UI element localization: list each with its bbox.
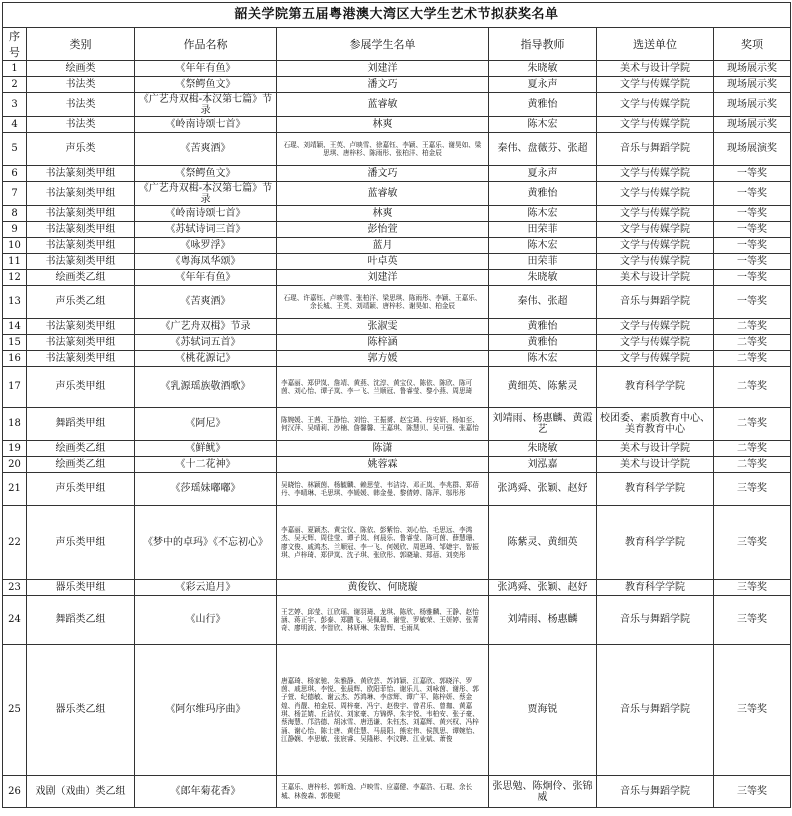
cell-category: 绘画类 xyxy=(27,61,135,77)
cell-teachers: 刘泓嘉 xyxy=(489,457,597,473)
cell-category: 绘画类乙组 xyxy=(27,270,135,286)
cell-no: 22 xyxy=(3,506,27,580)
cell-category: 书法篆刻类甲组 xyxy=(27,254,135,270)
cell-no: 24 xyxy=(3,596,27,645)
cell-category: 声乐类甲组 xyxy=(27,506,135,580)
cell-award: 一等奖 xyxy=(714,222,791,238)
title-row xyxy=(3,3,791,28)
table-row xyxy=(3,506,791,580)
table-row xyxy=(3,206,791,222)
cell-unit: 音乐与舞蹈学院 xyxy=(597,286,714,319)
cell-unit: 文学与传媒学院 xyxy=(597,222,714,238)
cell-students: 张淑雯 xyxy=(277,319,489,335)
table-row xyxy=(3,286,791,319)
cell-award: 一等奖 xyxy=(714,286,791,319)
table-row xyxy=(3,457,791,473)
cell-teachers: 刘靖雨、杨惠麟 xyxy=(489,596,597,645)
cell-award: 三等奖 xyxy=(714,645,791,776)
cell-students: 刘建洋 xyxy=(277,270,489,286)
cell-unit: 文学与传媒学院 xyxy=(597,206,714,222)
cell-category: 书法篆刻类甲组 xyxy=(27,166,135,182)
cell-unit: 音乐与舞蹈学院 xyxy=(597,776,714,808)
cell-unit: 音乐与舞蹈学院 xyxy=(597,133,714,166)
award-table xyxy=(2,2,791,808)
cell-students: 李嘉丽、夏颖杰、黄宝仪、陈依、彭紫怡、刘心怡、毛思远、李鸿杰、吴天辉、周佳莹、谭子岚、何晨乐、鲁睿莹、陈可茵、薛慧珊、廖文俊、戚鸿杰、兰顺冠、李一飞、何媛欣、周思琦、邹婕宇、智振琪、卢梓琦、郑伊岚、沈子琪、张欣彤、郭晓瑜、郑蓓、刘奕彤 xyxy=(277,506,489,580)
cell-category: 书法篆刻类甲组 xyxy=(27,238,135,254)
cell-students: 潘文巧 xyxy=(277,166,489,182)
cell-no: 17 xyxy=(3,367,27,408)
table-row xyxy=(3,408,791,441)
cell-work: 《年年有鱼》 xyxy=(135,61,277,77)
cell-work: 《祭鳄鱼文》 xyxy=(135,166,277,182)
cell-no: 12 xyxy=(3,270,27,286)
cell-work: 《粤海凤华颂》 xyxy=(135,254,277,270)
cell-teachers: 朱晓敏 xyxy=(489,441,597,457)
cell-work: 《十二花神》 xyxy=(135,457,277,473)
cell-category: 舞蹈类乙组 xyxy=(27,596,135,645)
cell-students: 李嘉丽、郑伊岚、詹靖、黄燕、沈淳、黄宝仪、陈依、陈欣、陈可茵、刘心怡、谭子岚、李一飞、兰顺冠、鲁睿莹、黎小燕、周思琦 xyxy=(277,367,489,408)
cell-work: 《梦中的卓玛》《不忘初心》 xyxy=(135,506,277,580)
table-row xyxy=(3,93,791,117)
cell-award: 现场展演奖 xyxy=(714,133,791,166)
cell-unit: 文学与传媒学院 xyxy=(597,117,714,133)
award-list-page xyxy=(2,2,790,808)
cell-unit: 教育科学学院 xyxy=(597,580,714,596)
table-row xyxy=(3,319,791,335)
cell-category: 器乐类乙组 xyxy=(27,645,135,776)
table-row xyxy=(3,238,791,254)
cell-category: 书法篆刻类甲组 xyxy=(27,206,135,222)
cell-no: 26 xyxy=(3,776,27,808)
cell-unit: 文学与传媒学院 xyxy=(597,351,714,367)
cell-teachers: 黄雅怡 xyxy=(489,319,597,335)
cell-work: 《苏轼诗词三首》 xyxy=(135,222,277,238)
cell-students: 林爽 xyxy=(277,117,489,133)
cell-award: 一等奖 xyxy=(714,270,791,286)
cell-category: 书法类 xyxy=(27,117,135,133)
cell-no: 20 xyxy=(3,457,27,473)
header-work: 作品名称 xyxy=(135,28,277,61)
cell-unit: 美术与设计学院 xyxy=(597,61,714,77)
header-unit: 选送单位 xyxy=(597,28,714,61)
cell-teachers: 陈木宏 xyxy=(489,117,597,133)
cell-work: 《苦爽酒》 xyxy=(135,286,277,319)
cell-students: 陈潇 xyxy=(277,441,489,457)
cell-category: 声乐类甲组 xyxy=(27,473,135,506)
cell-unit: 文学与传媒学院 xyxy=(597,77,714,93)
cell-work: 《山行》 xyxy=(135,596,277,645)
cell-award: 一等奖 xyxy=(714,254,791,270)
cell-students: 唐嘉琦、杨家驰、朱雅静、黄欣芸、苏沛颖、江嘉欣、郭晓洋、罗茵、戚思琪、李悦、张晨辉、欧阳菲怡、谢乐儿、刘咏茵、谢彤、郭子萱、纪德敏、谢云杰、苏鸿琳、李彦辉、谭广平、陈梓妍、蔡金煌、肖靓、柏金辰、周梓豪、冯宁、赵俊宇、曾君乐、曾珈、黄嘉琪、杨芷婧、丘洁仪、刘家豪、方锦烨、朱宇悦、韦柏安、张子豪、蔡海慧、邝浩德、胡冰雪、唐迅谦、朱钰杰、刘嘉辉、黄兴权、冯梓涌、谢心怡、陈士唐、黄佳慧、马晨阳、熊宏伟、侯凯思、谭婉怡、江静娴、李思敏、张宸睿、吴隆彬、李汶聘、江业斌、萧俊 xyxy=(277,645,489,776)
cell-unit: 文学与传媒学院 xyxy=(597,319,714,335)
cell-work: 《广艺舟双楫-本汉第七篇》节录 xyxy=(135,182,277,206)
cell-work: 《苏轼词五首》 xyxy=(135,335,277,351)
cell-work: 《咏罗浮》 xyxy=(135,238,277,254)
cell-work: 《广艺舟双楫-本汉第七篇》节录 xyxy=(135,93,277,117)
cell-students: 黄俊钦、何晓璇 xyxy=(277,580,489,596)
cell-teachers: 黄细英、陈紫灵 xyxy=(489,367,597,408)
cell-work: 《祭鳄鱼文》 xyxy=(135,77,277,93)
cell-students: 王嘉乐、唐梓杉、郭昕逸、卢映雪、应嘉健、李嘉浩、石琨、余长城、林俊森、郭俊妮 xyxy=(277,776,489,808)
cell-no: 18 xyxy=(3,408,27,441)
cell-teachers: 田荣菲 xyxy=(489,254,597,270)
cell-award: 一等奖 xyxy=(714,166,791,182)
cell-unit: 文学与传媒学院 xyxy=(597,166,714,182)
cell-unit: 教育科学学院 xyxy=(597,473,714,506)
cell-award: 一等奖 xyxy=(714,238,791,254)
cell-category: 书法类 xyxy=(27,77,135,93)
cell-students: 王艺婷、邱莹、江欣瑶、谢羽琦、龙琪、陈欣、杨雅麟、王静、赵怡涵、蒋正宇、彭泰、郑鹏飞、吴佩琦、谢莹、罗敏荣、王妍婷、张菁奇、廖明波、李智欣、林妍琳、朱智辉、毛雨凤 xyxy=(277,596,489,645)
cell-teachers: 秦伟、盘薇芬、张超 xyxy=(489,133,597,166)
cell-award: 三等奖 xyxy=(714,580,791,596)
cell-no: 19 xyxy=(3,441,27,457)
table-row xyxy=(3,166,791,182)
cell-work: 《岭南诗颂七首》 xyxy=(135,117,277,133)
cell-teachers: 陈紫灵、黄细英 xyxy=(489,506,597,580)
cell-no: 1 xyxy=(3,61,27,77)
cell-teachers: 陈木宏 xyxy=(489,206,597,222)
cell-students: 潘文巧 xyxy=(277,77,489,93)
cell-award: 现场展示奖 xyxy=(714,77,791,93)
cell-work: 《莎瑶妹嘟嘟》 xyxy=(135,473,277,506)
cell-award: 二等奖 xyxy=(714,441,791,457)
cell-category: 舞蹈类甲组 xyxy=(27,408,135,441)
cell-teachers: 陈木宏 xyxy=(489,351,597,367)
cell-award: 二等奖 xyxy=(714,351,791,367)
cell-award: 二等奖 xyxy=(714,335,791,351)
cell-students: 石琨、许嘉钰、卢映雪、张柏洋、梁思琪、陈雨彤、李颖、王嘉乐、余长城、王英、刘靖颖、唐梓杉、谢昊如、柏金辰 xyxy=(277,286,489,319)
cell-no: 7 xyxy=(3,182,27,206)
cell-no: 13 xyxy=(3,286,27,319)
table-row xyxy=(3,222,791,238)
cell-teachers: 夏永声 xyxy=(489,77,597,93)
table-row xyxy=(3,351,791,367)
cell-no: 3 xyxy=(3,93,27,117)
cell-work: 《鲜鱿》 xyxy=(135,441,277,457)
cell-no: 10 xyxy=(3,238,27,254)
cell-students: 陈婉媛、王茜、王静怡、刘怡、王振赟、赵宝琦、丹安妍、杨如至、何汉萍、吴晴莉、沙楠、詹馨馨、王嘉琪、陈慧贝、吴可强、张嘉怡 xyxy=(277,408,489,441)
cell-unit: 美术与设计学院 xyxy=(597,270,714,286)
cell-teachers: 陈木宏 xyxy=(489,238,597,254)
cell-unit: 教育科学学院 xyxy=(597,506,714,580)
header-students: 参展学生名单 xyxy=(277,28,489,61)
cell-no: 9 xyxy=(3,222,27,238)
cell-category: 戏剧（戏曲）类乙组 xyxy=(27,776,135,808)
header-category: 类别 xyxy=(27,28,135,61)
cell-award: 二等奖 xyxy=(714,457,791,473)
cell-work: 《彩云追月》 xyxy=(135,580,277,596)
cell-award: 现场展示奖 xyxy=(714,117,791,133)
cell-teachers: 张鸿舜、张颖、赵妤 xyxy=(489,473,597,506)
table-row xyxy=(3,441,791,457)
cell-no: 23 xyxy=(3,580,27,596)
cell-unit: 教育科学学院 xyxy=(597,367,714,408)
table-row xyxy=(3,117,791,133)
cell-students: 蓝月 xyxy=(277,238,489,254)
cell-no: 2 xyxy=(3,77,27,93)
cell-students: 石琨、刘靖颖、王英、卢映雪、徐嘉钰、李颖、王嘉乐、谢昊如、梁思琪、唐梓杉、陈雨彤、张柏洋、柏金辰 xyxy=(277,133,489,166)
cell-work: 《乳源瑶族敬酒歌》 xyxy=(135,367,277,408)
cell-students: 姚蓉霖 xyxy=(277,457,489,473)
cell-students: 刘建洋 xyxy=(277,61,489,77)
cell-no: 21 xyxy=(3,473,27,506)
table-row xyxy=(3,254,791,270)
cell-category: 书法篆刻类甲组 xyxy=(27,222,135,238)
cell-unit: 校团委、素质教育中心、美育教育中心 xyxy=(597,408,714,441)
cell-unit: 文学与传媒学院 xyxy=(597,335,714,351)
cell-students: 郭方媛 xyxy=(277,351,489,367)
cell-award: 三等奖 xyxy=(714,473,791,506)
cell-teachers: 张思勉、陈炯伶、张锦威 xyxy=(489,776,597,808)
cell-category: 书法篆刻类甲组 xyxy=(27,351,135,367)
table-row xyxy=(3,580,791,596)
cell-students: 彭怡萱 xyxy=(277,222,489,238)
cell-unit: 音乐与舞蹈学院 xyxy=(597,596,714,645)
cell-category: 绘画类乙组 xyxy=(27,457,135,473)
cell-teachers: 夏永声 xyxy=(489,166,597,182)
cell-work: 《年年有鱼》 xyxy=(135,270,277,286)
cell-award: 二等奖 xyxy=(714,319,791,335)
cell-no: 25 xyxy=(3,645,27,776)
cell-no: 16 xyxy=(3,351,27,367)
cell-no: 11 xyxy=(3,254,27,270)
cell-teachers: 朱晓敏 xyxy=(489,61,597,77)
cell-students: 蓝睿敏 xyxy=(277,93,489,117)
cell-unit: 文学与传媒学院 xyxy=(597,93,714,117)
cell-students: 林爽 xyxy=(277,206,489,222)
cell-teachers: 田荣菲 xyxy=(489,222,597,238)
header-row xyxy=(3,28,791,61)
cell-unit: 文学与传媒学院 xyxy=(597,182,714,206)
cell-teachers: 张鸿舜、张颖、赵妤 xyxy=(489,580,597,596)
cell-award: 三等奖 xyxy=(714,776,791,808)
cell-teachers: 黄雅怡 xyxy=(489,182,597,206)
cell-no: 6 xyxy=(3,166,27,182)
cell-category: 书法篆刻类甲组 xyxy=(27,335,135,351)
table-row xyxy=(3,133,791,166)
table-row xyxy=(3,61,791,77)
cell-category: 声乐类甲组 xyxy=(27,367,135,408)
cell-teachers: 朱晓敏 xyxy=(489,270,597,286)
cell-students: 吴晓怡、林颖茵、杨毓麟、赖思莹、韦洁诗、邓正岚、李兆群、郑蓓丹、李晴琳、毛思琪、李媛媛、韩金曼、黎倩婷、陈萍、邬彤彤 xyxy=(277,473,489,506)
table-row xyxy=(3,182,791,206)
cell-category: 书法篆刻类甲组 xyxy=(27,319,135,335)
cell-teachers: 黄雅怡 xyxy=(489,335,597,351)
cell-teachers: 刘靖雨、杨惠麟、黄霞艺 xyxy=(489,408,597,441)
table-row xyxy=(3,645,791,776)
cell-award: 二等奖 xyxy=(714,408,791,441)
table-row xyxy=(3,270,791,286)
table-row xyxy=(3,776,791,808)
cell-category: 绘画类乙组 xyxy=(27,441,135,457)
cell-no: 5 xyxy=(3,133,27,166)
cell-work: 《桃花源记》 xyxy=(135,351,277,367)
cell-no: 8 xyxy=(3,206,27,222)
cell-award: 一等奖 xyxy=(714,182,791,206)
cell-unit: 音乐与舞蹈学院 xyxy=(597,645,714,776)
cell-unit: 美术与设计学院 xyxy=(597,457,714,473)
cell-award: 三等奖 xyxy=(714,596,791,645)
cell-category: 书法篆刻类甲组 xyxy=(27,182,135,206)
cell-students: 蓝睿敏 xyxy=(277,182,489,206)
cell-unit: 美术与设计学院 xyxy=(597,441,714,457)
cell-award: 三等奖 xyxy=(714,506,791,580)
cell-work: 《郎年菊花香》 xyxy=(135,776,277,808)
cell-award: 二等奖 xyxy=(714,367,791,408)
cell-work: 《苦爽酒》 xyxy=(135,133,277,166)
table-row xyxy=(3,596,791,645)
cell-teachers: 贾海锐 xyxy=(489,645,597,776)
cell-work: 《阿尔维玛序曲》 xyxy=(135,645,277,776)
cell-award: 现场展示奖 xyxy=(714,93,791,117)
table-row xyxy=(3,473,791,506)
cell-students: 陈梓涵 xyxy=(277,335,489,351)
table-row xyxy=(3,335,791,351)
header-award: 奖项 xyxy=(714,28,791,61)
cell-work: 《岭南诗颂七首》 xyxy=(135,206,277,222)
cell-work: 《阿尼》 xyxy=(135,408,277,441)
header-teachers: 指导教师 xyxy=(489,28,597,61)
cell-unit: 文学与传媒学院 xyxy=(597,238,714,254)
cell-no: 15 xyxy=(3,335,27,351)
cell-category: 书法类 xyxy=(27,93,135,117)
cell-teachers: 黄雅怡 xyxy=(489,93,597,117)
cell-no: 14 xyxy=(3,319,27,335)
cell-award: 现场展示奖 xyxy=(714,61,791,77)
table-row xyxy=(3,77,791,93)
cell-teachers: 秦伟、张超 xyxy=(489,286,597,319)
cell-students: 叶卓英 xyxy=(277,254,489,270)
cell-work: 《广艺舟双楫》节录 xyxy=(135,319,277,335)
header-no: 序号 xyxy=(3,28,27,61)
cell-award: 一等奖 xyxy=(714,206,791,222)
table-title: 韶关学院第五届粤港澳大湾区大学生艺术节拟获奖名单 xyxy=(3,3,791,28)
cell-category: 声乐类乙组 xyxy=(27,286,135,319)
cell-category: 器乐类甲组 xyxy=(27,580,135,596)
cell-category: 声乐类 xyxy=(27,133,135,166)
table-row xyxy=(3,367,791,408)
cell-no: 4 xyxy=(3,117,27,133)
cell-unit: 文学与传媒学院 xyxy=(597,254,714,270)
